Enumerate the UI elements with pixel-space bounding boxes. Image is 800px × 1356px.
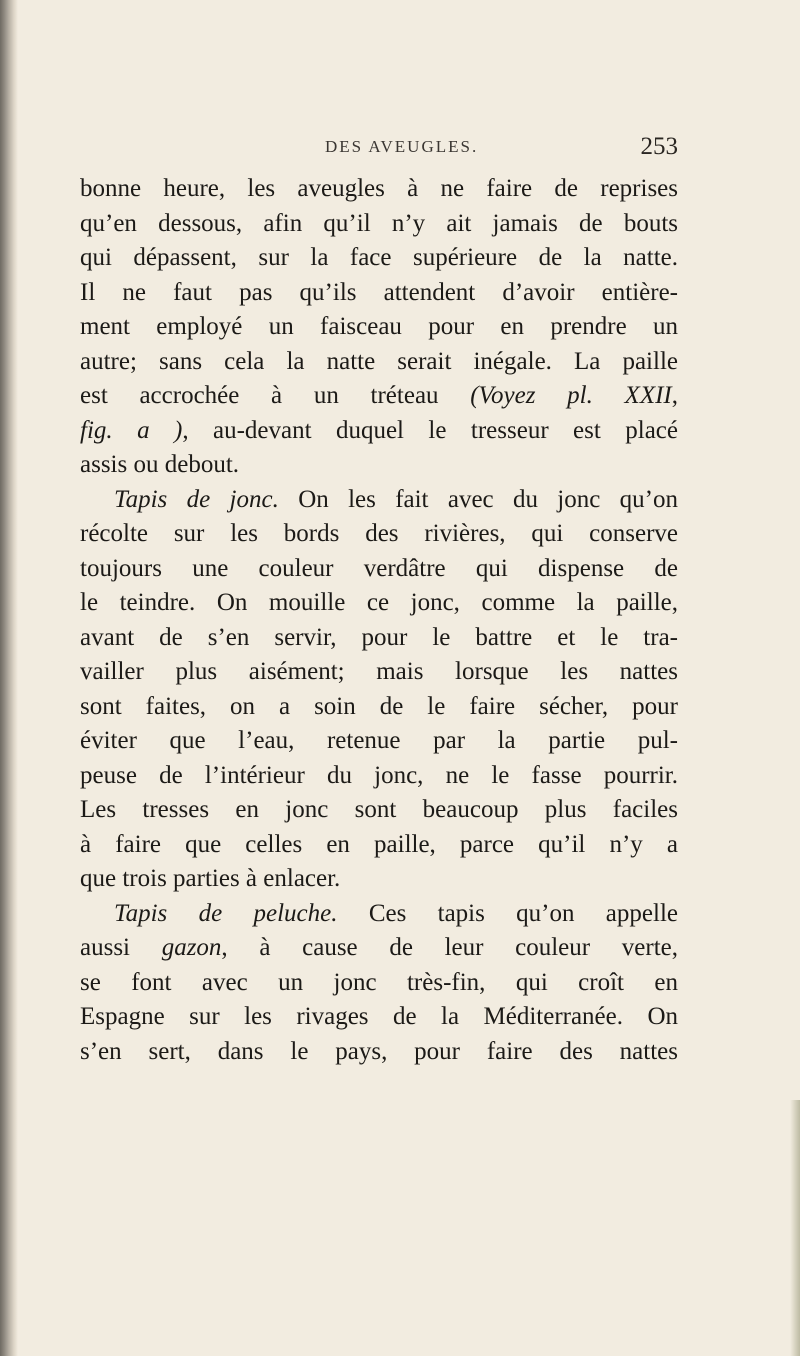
plate-reference: (Voyez pl. XXII [470,382,672,409]
text-line-1: bonne heure, les aveugles à ne faire de reprises [80,175,678,202]
text-line-6: autre; sans cela la natte serait inégale. La paille [80,347,678,375]
text-line-8: fig. a ), au-devant duquel le tresseur est placé [80,416,678,444]
text-line-21: que trois parties à enlacer. [80,865,341,892]
term-gazon: gazon [161,934,222,961]
text-line-7: est accrochée à un tréteau (Voyez pl. XXII, [80,382,678,409]
section-heading-tapis-de-jonc: Tapis de jonc. [114,485,279,513]
running-head [80,133,678,169]
text-line-16: sont faites, on a soin de le faire sécher, pour [80,692,678,720]
text-line-4: Il ne faut pas qu’ils attendent d’avoir entière- [80,278,678,306]
text-line-3: qui dépassent, sur la face supérieure de la natte. [80,244,678,271]
text-line-25: Espagne sur les rivages de la Méditerranée. On [80,1003,678,1030]
page-binding-edge [0,0,18,1356]
text-line-23: aussi gazon, à cause de leur couleur verte, [80,934,678,961]
text-line-22: Tapis de peluche. Ces tapis qu’on appelle [114,899,678,927]
running-title: DES AVEUGLES. [325,137,479,156]
page-number: 253 [640,133,678,160]
text-line-11: récolte sur les bords des rivières, qui conserve [80,520,678,547]
text-line-20: à faire que celles en paille, parce qu’il n’y a [80,830,678,858]
text-line-17: éviter que l’eau, retenue par la partie pul- [80,727,678,754]
text-line-26: s’en sert, dans le pays, pour faire des nattes [80,1037,678,1065]
text-line-5: ment employé un faisceau pour en prendre un [80,313,678,340]
text-line-15: vailler plus aisément; mais lorsque les nattes [80,658,678,685]
text-line-14: avant de s’en servir, pour le battre et le tra- [80,623,678,651]
text-line-12: toujours une couleur verdâtre qui dispense de [80,554,678,582]
text-line-2: qu’en dessous, afin qu’il n’y ait jamais de bouts [80,209,678,237]
section-heading-tapis-de-peluche: Tapis de peluche. [114,899,338,927]
text-line-13: le teindre. On mouille ce jonc, comme la paille, [80,589,678,616]
page-corner-shadow [790,1100,800,1356]
text-line-9: assis ou debout. [80,451,240,478]
text-line-24: se font avec un jonc très-fin, qui croît en [80,968,678,996]
text-line-18: peuse de l’intérieur du jonc, ne le fasse pourrir. [80,761,678,789]
figure-reference: fig. a ) [80,416,183,444]
text-line-19: Les tresses en jonc sont beaucoup plus faciles [80,796,678,823]
text-line-10: Tapis de jonc. On les fait avec du jonc qu’on [114,485,679,513]
body-text [80,172,678,1069]
